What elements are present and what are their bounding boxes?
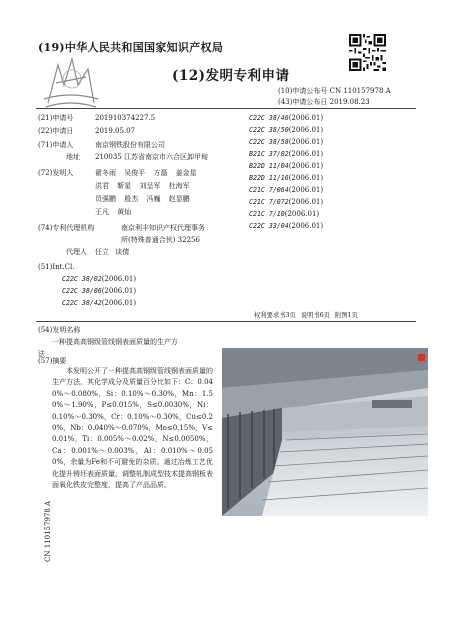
ipc-code: C22C 38/58 [249,138,289,146]
application-number: 201910374227.5 [95,114,156,122]
agency-line: 所(特殊普通合伙) 32256 [121,236,200,244]
pages-note: 权利要求书3页 说明书6页 附图1页 [254,312,358,319]
ipc-code: C22C 38/02 [62,275,102,283]
publication-number [278,87,391,96]
inventors-label: (72)发明人 [38,169,74,177]
ipc-code: B21C 37/02 [249,150,289,158]
ipc-date: (2006.01) [288,174,324,182]
application-number-label: (21)申请号 [38,114,74,122]
ipc-right-entry [249,150,323,159]
ipc-code: C22C 33/04 [249,222,289,230]
application-date-label: (22)申请日 [38,127,74,135]
publication-date-label: (43)申请公布日 [278,98,328,106]
agency-line: 南京利丰知识产权代理事务 [121,224,205,232]
ipc-right-entry [249,126,323,135]
int-cl-entry [62,275,136,284]
ipc-right-entry [249,222,323,231]
ipc-date: (2006.01) [288,114,324,122]
int-cl-entry [62,287,136,296]
ipc-date: (2006.01) [288,186,324,194]
ipc-right-entry [249,138,323,147]
applicant-label: (71)申请人 [38,141,74,149]
ipc-code: B22D 11/16 [249,174,289,182]
invention-title: 一种提高高钢级管线钢表面质量的生产方 [52,338,178,346]
ipc-date: (2006.01) [288,126,324,134]
ipc-right-entry [249,210,319,219]
agency-label: (74)专利代理机构 [38,224,95,232]
title-label: (54)发明名称 [38,326,81,334]
qr-code [349,34,386,71]
ipc-right-entry [249,114,323,123]
document-kind: (12)发明专利申请 [172,68,290,84]
inventors-line: 王凡 黄灿 [95,208,132,216]
inventors-line: 翟冬雨 吴俊平 方磊 姜金星 [95,169,197,177]
publication-date [278,98,370,107]
agent-label: 代理人 [66,248,87,256]
ipc-date: (2006.01) [288,198,324,206]
publication-number-value: CN 110157978 A [329,87,391,95]
ipc-right-entry [249,186,323,195]
int-cl-entry [62,299,136,308]
issuing-office: (19)中华人民共和国国家知识产权局 [38,41,224,54]
abstract-text: 本发明公开了一种提高高钢级管线钢表面质量的生产方法，其化学成分及质量百分比如下：C：0.040%～0.080%，Si：0.10%～0.30%，Mn：1.50%～1.90%，P≤0.015%，S≤0.0030%，Ni：0.10%～0.30%，Cr：0.10%～0.30%，Cu≤0.20%，Nb：0.040%～0.070%，Mo≤0.15%，V≤0.01%，Ti：0.005%～0.02%，N≤0.0050%，Ca：0.001%～0.003%，Al：0.010%～0.050%，余量为Fe和不可避免的杂质。通过冶炼工艺优化提升铸坯表面质量，调整轧制成型技术提高钢板表面氧化铁皮完整度，提高了产品品质。 [52,367,213,490]
ipc-date: (2006.01) [101,275,137,283]
ipc-code: B22D 11/04 [249,162,289,170]
address-label: 地址 [66,153,80,161]
int-cl-label: (51)Int.Cl. [38,263,75,271]
biblio-divider [36,321,416,322]
inventors-line: 洪君 靳星 刘呈军 杜海军 [95,182,190,190]
steel-plate-photo [222,348,428,516]
address: 210035 江苏省南京市六合区卸甲甸 [95,153,208,161]
ipc-date: (2006.01) [288,222,324,230]
inventors-line: 员强鹏 殷杰 冯巍 赵显鹏 [95,195,190,203]
ipc-code: C21C 7/10 [249,210,285,218]
publication-date-value: 2019.08.23 [329,98,370,106]
cnipa-logo [42,55,100,111]
ipc-code: C22C 38/50 [249,126,289,134]
ipc-code: C21C 7/064 [249,186,289,194]
ipc-right-entry [249,162,323,171]
agent: 任立 谈倩 [95,248,130,256]
ipc-date: (2006.01) [288,162,324,170]
header-divider [36,108,416,109]
ipc-date: (2006.01) [284,210,320,218]
ipc-code: C22C 38/06 [62,287,102,295]
publication-number-label: (10)申请公布号 [278,87,328,95]
invention-title-cont: 法 [38,350,45,358]
ipc-right-entry [249,174,323,183]
side-publication-number: CN 110157978 A [44,500,52,562]
ipc-code: C21C 7/072 [249,198,289,206]
application-date: 2019.05.07 [95,127,136,135]
ipc-right-entry [249,198,323,207]
ipc-date: (2006.01) [101,299,137,307]
ipc-code: C22C 38/42 [62,299,102,307]
ipc-date: (2006.01) [288,150,324,158]
abstract-label: (57)摘要 [38,357,67,365]
ipc-code: C22C 38/46 [249,114,289,122]
ipc-date: (2006.01) [288,138,324,146]
ipc-date: (2006.01) [101,287,137,295]
applicant: 南京钢铁股份有限公司 [95,141,165,149]
